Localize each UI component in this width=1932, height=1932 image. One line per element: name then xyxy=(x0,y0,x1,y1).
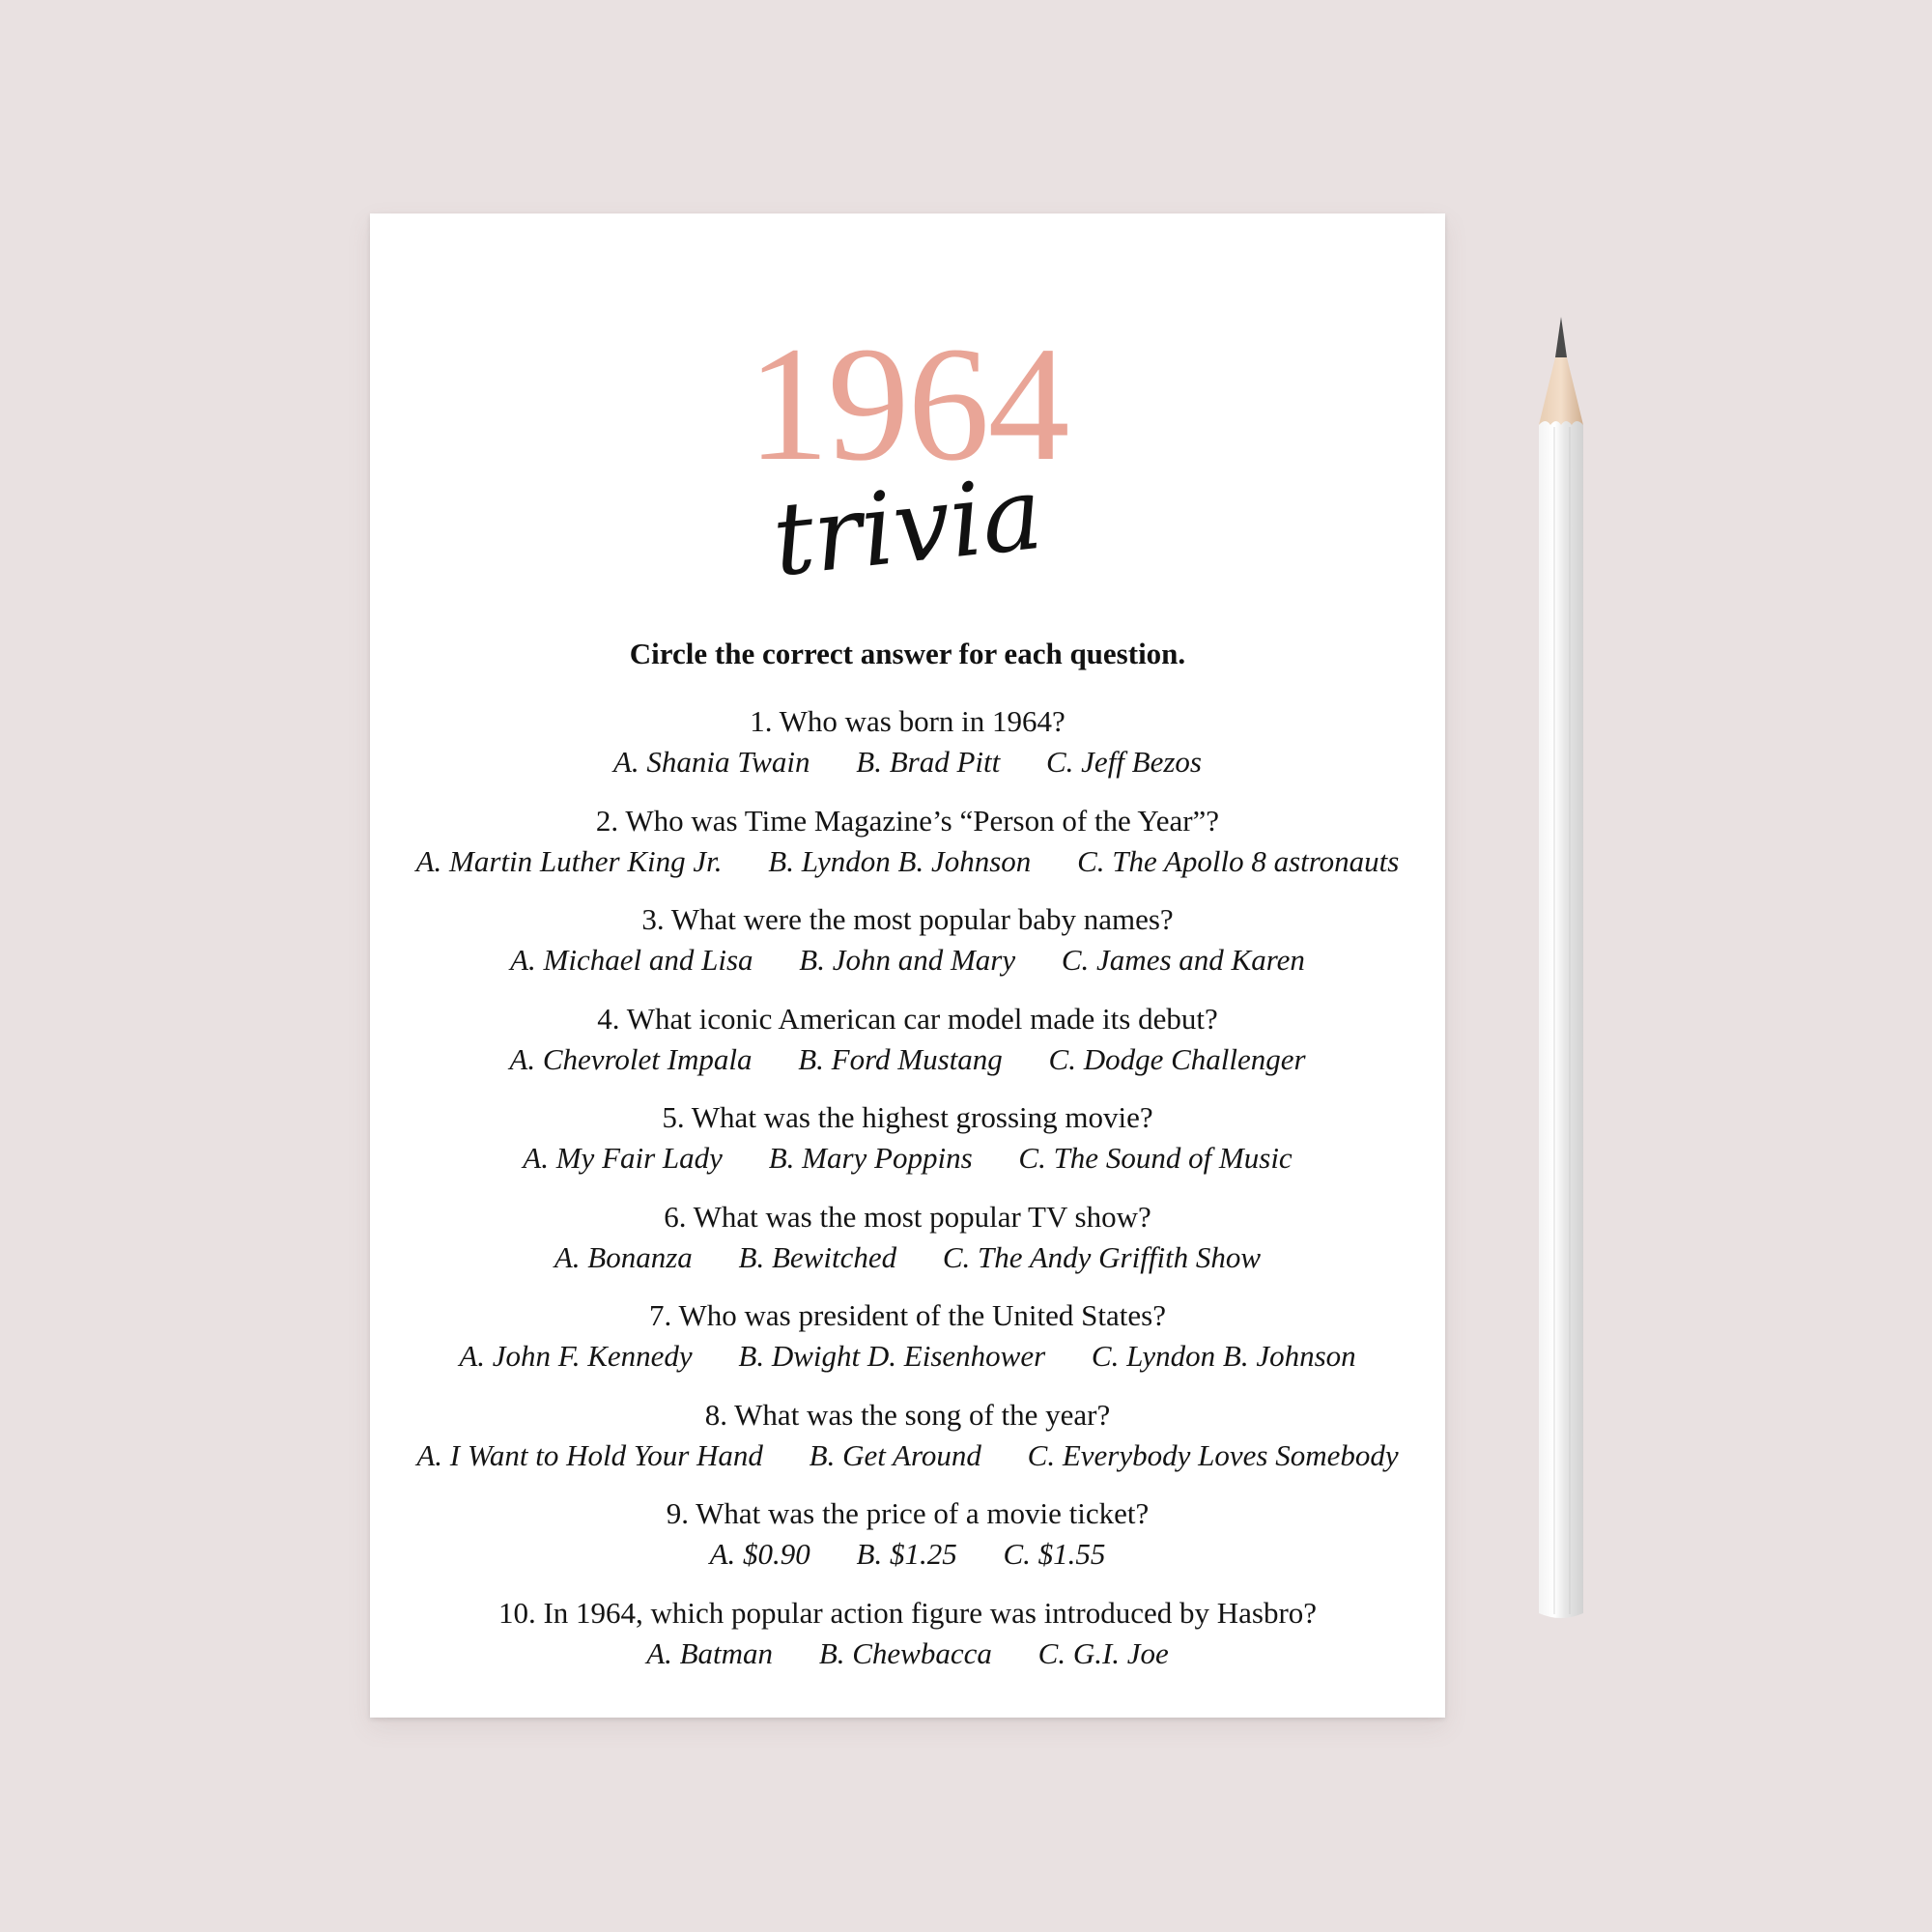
answer-option[interactable]: C. James and Karen xyxy=(1061,943,1305,977)
year-title: 1964 xyxy=(747,313,1068,495)
answer-option[interactable]: C. Jeff Bezos xyxy=(1046,745,1202,779)
answer-option[interactable]: A. My Fair Lady xyxy=(523,1141,723,1175)
question-text: 4. What iconic American car model made its debut? xyxy=(597,1001,1218,1036)
answer-options xyxy=(370,1335,1445,1378)
answer-option[interactable]: B. Chewbacca xyxy=(818,1635,992,1670)
question-item xyxy=(370,1296,1445,1396)
question-text: 8. What was the song of the year? xyxy=(704,1397,1111,1432)
answer-option[interactable]: B. Mary Poppins xyxy=(768,1141,973,1175)
answer-options xyxy=(370,840,1445,883)
answer-option[interactable]: B. Get Around xyxy=(809,1437,981,1472)
answer-option[interactable]: C. Everybody Loves Somebody xyxy=(1027,1437,1399,1472)
question-item xyxy=(370,702,1445,802)
answer-option[interactable]: B. Bewitched xyxy=(738,1239,897,1274)
pencil-icon xyxy=(1537,317,1585,1623)
question-text: 2. Who was Time Magazine’s “Person of the Year”? xyxy=(595,803,1220,838)
question-text: 10. In 1964, which popular action figure was introduced by Hasbro? xyxy=(497,1595,1318,1630)
answer-option[interactable]: A. Batman xyxy=(646,1635,774,1670)
answer-option[interactable]: B. John and Mary xyxy=(799,943,1016,977)
answer-option[interactable]: C. Dodge Challenger xyxy=(1048,1041,1306,1076)
answer-option[interactable]: C. The Andy Griffith Show xyxy=(942,1239,1262,1274)
script-subtitle: trivia xyxy=(767,453,1048,600)
answer-option[interactable]: C. $1.55 xyxy=(1003,1537,1106,1571)
question-text: 7. Who was president of the United States? xyxy=(649,1298,1166,1332)
answer-option[interactable]: A. Chevrolet Impala xyxy=(509,1041,753,1076)
question-text: 1. Who was born in 1964? xyxy=(750,704,1065,738)
answer-option[interactable]: B. Ford Mustang xyxy=(798,1041,1003,1076)
answer-options xyxy=(370,1633,1445,1675)
question-text: 6. What was the most popular TV show? xyxy=(664,1199,1151,1234)
answer-option[interactable]: C. G.I. Joe xyxy=(1037,1635,1169,1670)
question-item xyxy=(370,1000,1445,1099)
answer-options xyxy=(370,1236,1445,1279)
question-item xyxy=(370,1396,1445,1495)
instruction-text: Circle the correct answer for each question. xyxy=(629,637,1186,670)
question-item xyxy=(370,1594,1445,1693)
question-item xyxy=(370,1098,1445,1198)
pencil-icon xyxy=(1537,317,1585,1623)
answer-option[interactable]: B. $1.25 xyxy=(856,1537,957,1571)
answer-option[interactable]: A. Bonanza xyxy=(554,1239,693,1274)
answer-option[interactable]: A. Shania Twain xyxy=(613,745,810,779)
answer-options xyxy=(370,939,1445,981)
answer-option[interactable]: A. Martin Luther King Jr. xyxy=(415,843,723,878)
question-text: 9. What was the price of a movie ticket? xyxy=(666,1496,1150,1530)
answer-option[interactable]: A. Michael and Lisa xyxy=(510,943,753,977)
answer-option[interactable]: B. Brad Pitt xyxy=(856,745,1001,779)
answer-option[interactable]: A. John F. Kennedy xyxy=(459,1339,693,1373)
answer-option[interactable]: A. I Want to Hold Your Hand xyxy=(416,1437,763,1472)
trivia-card xyxy=(370,213,1445,1718)
question-item xyxy=(370,1198,1445,1297)
question-text: 5. What was the highest grossing movie? xyxy=(662,1100,1153,1134)
answer-options xyxy=(370,1038,1445,1081)
answer-options xyxy=(370,741,1445,783)
answer-options xyxy=(370,1137,1445,1179)
question-text: 3. What were the most popular baby names? xyxy=(641,902,1174,936)
question-item xyxy=(370,802,1445,901)
answer-option[interactable]: B. Lyndon B. Johnson xyxy=(768,843,1032,878)
answer-option[interactable]: C. Lyndon B. Johnson xyxy=(1091,1339,1356,1373)
question-item xyxy=(370,900,1445,1000)
question-item xyxy=(370,1494,1445,1594)
questions-list xyxy=(370,702,1445,1692)
answer-option[interactable]: C. The Apollo 8 astronauts xyxy=(1077,843,1400,878)
answer-options xyxy=(370,1435,1445,1477)
answer-option[interactable]: A. $0.90 xyxy=(709,1537,810,1571)
answer-options xyxy=(370,1533,1445,1576)
answer-option[interactable]: B. Dwight D. Eisenhower xyxy=(738,1339,1046,1373)
answer-option[interactable]: C. The Sound of Music xyxy=(1018,1141,1293,1175)
